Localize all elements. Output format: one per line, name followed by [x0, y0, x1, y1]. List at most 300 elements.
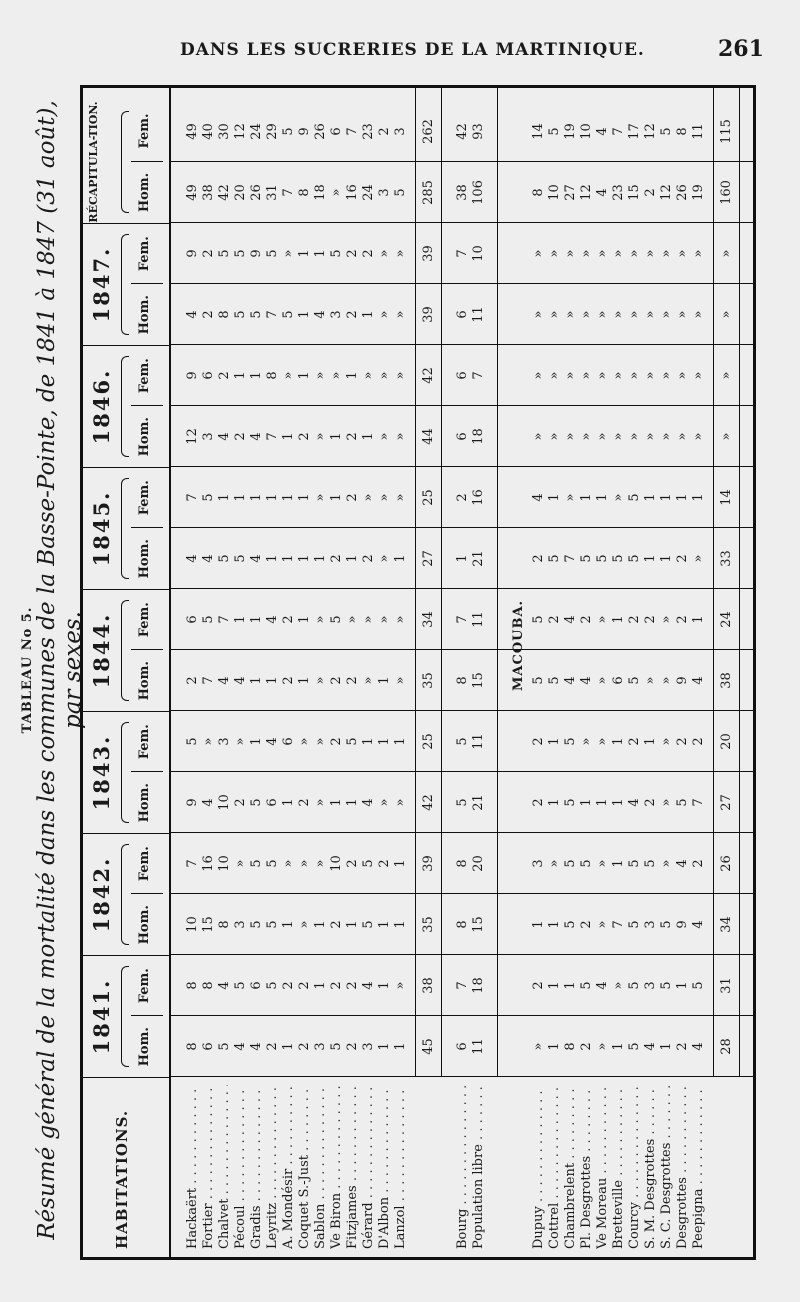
value-cell: 6: [249, 981, 264, 990]
value-cell: 1: [329, 493, 344, 502]
value-cell: 1: [455, 554, 470, 563]
value-cell: 7: [265, 310, 280, 319]
value-cell: 2: [281, 981, 296, 990]
value-cell: 5: [233, 310, 248, 319]
value-cell: 20: [233, 184, 248, 201]
table-row: [265, 88, 281, 1257]
value-cell: 30: [217, 123, 232, 140]
value-cell: 4: [313, 310, 328, 319]
value-cell: 1: [345, 798, 360, 807]
value-cell: 1: [611, 798, 626, 807]
value-cell: 6: [201, 371, 216, 380]
value-cell: »: [547, 249, 562, 258]
total-cell: 45: [421, 1038, 436, 1055]
value-cell: 6: [455, 371, 470, 380]
value-cell: 11: [471, 611, 486, 628]
value-cell: »: [675, 310, 690, 319]
value-cell: 24: [361, 184, 376, 201]
hom-header: Hom.: [137, 539, 152, 579]
value-cell: 8: [455, 676, 470, 685]
value-cell: 1: [313, 981, 328, 990]
table-row: [201, 88, 217, 1257]
value-cell: 1: [361, 310, 376, 319]
value-cell: 7: [563, 554, 578, 563]
value-cell: »: [361, 371, 376, 380]
table-body: [169, 88, 753, 1257]
value-cell: 5: [233, 554, 248, 563]
value-cell: 4: [249, 1042, 264, 1051]
value-cell: 1: [281, 798, 296, 807]
total-cell: 31: [719, 977, 734, 994]
value-cell: »: [313, 493, 328, 502]
value-cell: »: [691, 310, 706, 319]
value-cell: 10: [217, 794, 232, 811]
value-cell: 1: [579, 798, 594, 807]
value-cell: 8: [675, 127, 690, 136]
value-cell: 5: [361, 859, 376, 868]
page-header: [0, 36, 800, 76]
value-cell: 21: [471, 550, 486, 567]
value-cell: 19: [691, 184, 706, 201]
value-cell: »: [627, 249, 642, 258]
value-cell: 18: [313, 184, 328, 201]
value-cell: »: [531, 249, 546, 258]
value-cell: 6: [455, 1042, 470, 1051]
value-cell: 1: [675, 981, 690, 990]
value-cell: 2: [329, 737, 344, 746]
table-row: [313, 88, 329, 1257]
value-cell: 4: [185, 310, 200, 319]
value-cell: 4: [595, 188, 610, 197]
value-cell: 7: [691, 798, 706, 807]
commune-label: MACOUBA.: [511, 599, 526, 691]
value-cell: »: [595, 432, 610, 441]
value-cell: 5: [627, 554, 642, 563]
value-cell: »: [691, 371, 706, 380]
total-separator: [441, 88, 442, 1077]
value-cell: 106: [471, 180, 486, 205]
value-cell: 7: [185, 493, 200, 502]
total-cell: 160: [719, 180, 734, 205]
habitation-name: Chalvet . . .: [217, 1085, 233, 1249]
value-cell: 5: [531, 676, 546, 685]
value-cell: »: [611, 310, 626, 319]
value-cell: 1: [249, 371, 264, 380]
value-cell: 29: [265, 123, 280, 140]
year-header-cell: [83, 589, 169, 711]
value-cell: 1: [233, 371, 248, 380]
value-cell: »: [643, 676, 658, 685]
value-cell: 6: [281, 737, 296, 746]
value-cell: 2: [281, 676, 296, 685]
total-cell: 39: [421, 855, 436, 872]
table-row: [579, 88, 595, 1257]
value-cell: 2: [579, 1042, 594, 1051]
value-cell: »: [627, 310, 642, 319]
value-cell: 42: [455, 123, 470, 140]
value-cell: 2: [627, 615, 642, 624]
value-cell: »: [313, 737, 328, 746]
fem-header: Fem.: [131, 834, 163, 895]
brace: [121, 844, 129, 946]
value-cell: 5: [595, 554, 610, 563]
value-cell: 1: [281, 554, 296, 563]
value-cell: 1: [281, 432, 296, 441]
value-cell: 5: [281, 310, 296, 319]
value-cell: 1: [675, 493, 690, 502]
value-cell: 14: [531, 123, 546, 140]
hom-header: Hom.: [137, 783, 152, 823]
value-cell: 1: [595, 798, 610, 807]
value-cell: 8: [185, 981, 200, 990]
value-cell: 26: [675, 184, 690, 201]
table-row: [217, 88, 233, 1257]
fem-header: Fem.: [131, 468, 163, 529]
habitation-name: Pécoul . . .: [233, 1085, 249, 1249]
brace: [121, 111, 129, 213]
hom-header: Hom.: [137, 417, 152, 457]
value-cell: 7: [201, 676, 216, 685]
value-cell: »: [627, 432, 642, 441]
value-cell: 18: [471, 977, 486, 994]
table-row: [249, 88, 265, 1257]
value-cell: 49: [185, 123, 200, 140]
value-cell: 8: [217, 920, 232, 929]
recap-label: RÉCAPITULA-TION.: [87, 101, 100, 223]
value-cell: »: [377, 798, 392, 807]
value-cell: 4: [217, 432, 232, 441]
value-cell: 6: [455, 310, 470, 319]
value-cell: 4: [217, 676, 232, 685]
value-cell: 2: [675, 554, 690, 563]
value-cell: »: [675, 432, 690, 441]
value-cell: 5: [345, 737, 360, 746]
value-cell: 2: [329, 920, 344, 929]
value-cell: 2: [531, 798, 546, 807]
value-cell: 5: [265, 920, 280, 929]
value-cell: 7: [345, 127, 360, 136]
year-label: 1846.: [89, 368, 114, 445]
value-cell: »: [531, 310, 546, 319]
year-header-cell: [83, 955, 169, 1077]
value-cell: 5: [579, 859, 594, 868]
total-cell: 25: [421, 733, 436, 750]
value-cell: »: [659, 737, 674, 746]
year-header-cell: [83, 467, 169, 589]
value-cell: 4: [675, 859, 690, 868]
total-cell: 28: [719, 1038, 734, 1055]
value-cell: 1: [249, 615, 264, 624]
fem-header: Fem.: [131, 590, 163, 651]
value-cell: »: [611, 981, 626, 990]
brace: [121, 478, 129, 580]
total-cell: 34: [421, 611, 436, 628]
value-cell: 1: [393, 737, 408, 746]
hom-header: Hom.: [137, 661, 152, 701]
value-cell: 4: [233, 676, 248, 685]
value-cell: 1: [313, 920, 328, 929]
value-cell: 3: [361, 1042, 376, 1051]
value-cell: 4: [201, 554, 216, 563]
rotated-table: [20, 80, 760, 1260]
table-row: [531, 88, 547, 1257]
value-cell: 2: [691, 737, 706, 746]
value-cell: 6: [185, 615, 200, 624]
table-row: [595, 88, 611, 1257]
value-cell: 3: [313, 1042, 328, 1051]
value-cell: 5: [563, 737, 578, 746]
value-cell: »: [675, 371, 690, 380]
value-cell: 6: [329, 127, 344, 136]
value-cell: 5: [249, 310, 264, 319]
value-cell: 10: [217, 855, 232, 872]
value-cell: »: [393, 371, 408, 380]
value-cell: 7: [455, 615, 470, 624]
table-row: [675, 88, 691, 1257]
total-row: [719, 88, 735, 1257]
value-cell: 15: [471, 916, 486, 933]
value-cell: 5: [627, 493, 642, 502]
value-cell: »: [595, 1042, 610, 1051]
value-cell: 2: [297, 1042, 312, 1051]
value-cell: 4: [217, 981, 232, 990]
page-number: 261: [718, 36, 764, 62]
value-cell: 4: [627, 798, 642, 807]
year-label: 1842.: [89, 856, 114, 933]
value-cell: »: [659, 249, 674, 258]
value-cell: 2: [345, 1042, 360, 1051]
table-row: [377, 88, 393, 1257]
value-cell: 4: [691, 1042, 706, 1051]
value-cell: 9: [675, 676, 690, 685]
value-cell: 38: [455, 184, 470, 201]
value-cell: 2: [361, 249, 376, 258]
value-cell: »: [611, 249, 626, 258]
total-cell: 34: [719, 916, 734, 933]
value-cell: »: [531, 1042, 546, 1051]
value-cell: »: [691, 432, 706, 441]
table-row: [659, 88, 675, 1257]
total-cell: »: [719, 310, 734, 319]
value-cell: »: [313, 371, 328, 380]
value-cell: »: [595, 737, 610, 746]
value-cell: »: [377, 310, 392, 319]
habitation-name: Ve Moreau . . .: [595, 1085, 611, 1249]
value-cell: 2: [691, 859, 706, 868]
total-cell: 262: [421, 119, 436, 144]
running-head: DANS LES SUCRERIES DE LA MARTINIQUE.: [180, 40, 645, 60]
habitation-name: S. M. Desgrottes . . .: [643, 1085, 659, 1249]
value-cell: 23: [611, 184, 626, 201]
total-cell: 38: [421, 977, 436, 994]
value-cell: 24: [249, 123, 264, 140]
value-cell: 2: [345, 676, 360, 685]
value-cell: 1: [691, 615, 706, 624]
table-row: [627, 88, 643, 1257]
table-row: [345, 88, 361, 1257]
habitation-name: Population libre . . .: [471, 1085, 487, 1249]
value-cell: 4: [691, 920, 706, 929]
value-cell: »: [201, 737, 216, 746]
value-cell: 3: [393, 127, 408, 136]
value-cell: 8: [185, 1042, 200, 1051]
value-cell: »: [233, 859, 248, 868]
value-cell: 1: [297, 493, 312, 502]
value-cell: 1: [249, 493, 264, 502]
habitation-name: Gérard . . .: [361, 1085, 377, 1249]
value-cell: 2: [345, 981, 360, 990]
value-cell: »: [393, 798, 408, 807]
value-cell: 2: [297, 981, 312, 990]
value-cell: 2: [217, 371, 232, 380]
year-label: 1844.: [89, 612, 114, 689]
habitation-name: Lanzol . . .: [393, 1085, 409, 1249]
value-cell: 17: [627, 123, 642, 140]
value-cell: 3: [531, 859, 546, 868]
year-label: 1843.: [89, 734, 114, 811]
value-cell: 5: [329, 615, 344, 624]
value-cell: 93: [471, 123, 486, 140]
value-cell: »: [393, 981, 408, 990]
year-label: 1841.: [89, 978, 114, 1055]
value-cell: 5: [393, 188, 408, 197]
value-cell: 1: [611, 1042, 626, 1051]
value-cell: 4: [233, 1042, 248, 1051]
value-cell: 31: [265, 184, 280, 201]
value-cell: »: [233, 737, 248, 746]
total-cell: 115: [719, 119, 734, 144]
value-cell: 10: [471, 245, 486, 262]
total-cell: 42: [421, 794, 436, 811]
value-cell: 1: [345, 371, 360, 380]
value-cell: »: [563, 493, 578, 502]
value-cell: »: [659, 432, 674, 441]
value-cell: »: [313, 615, 328, 624]
table-row: [611, 88, 627, 1257]
value-cell: 5: [659, 920, 674, 929]
value-cell: 1: [361, 432, 376, 441]
hom-header: Hom.: [137, 905, 152, 945]
value-cell: 42: [217, 184, 232, 201]
value-cell: 10: [329, 855, 344, 872]
value-cell: 2: [579, 920, 594, 929]
value-cell: 2: [345, 432, 360, 441]
value-cell: 7: [185, 859, 200, 868]
value-cell: »: [329, 188, 344, 197]
value-cell: 2: [297, 798, 312, 807]
value-cell: 2: [329, 554, 344, 563]
year-label: 1847.: [89, 246, 114, 323]
value-cell: »: [659, 310, 674, 319]
value-cell: 1: [531, 920, 546, 929]
value-cell: 5: [563, 798, 578, 807]
value-cell: 11: [471, 733, 486, 750]
value-cell: 1: [595, 493, 610, 502]
value-cell: »: [563, 249, 578, 258]
value-cell: 3: [201, 432, 216, 441]
total-cell: 26: [719, 855, 734, 872]
value-cell: »: [281, 371, 296, 380]
total-cell: »: [719, 249, 734, 258]
value-cell: »: [531, 371, 546, 380]
year-label: 1845.: [89, 490, 114, 567]
value-cell: 1: [377, 737, 392, 746]
value-cell: »: [691, 249, 706, 258]
value-cell: »: [297, 859, 312, 868]
total-cell: 27: [421, 550, 436, 567]
year-header-cell: [83, 833, 169, 955]
total-cell: 14: [719, 489, 734, 506]
value-cell: 2: [329, 676, 344, 685]
value-cell: »: [377, 371, 392, 380]
value-cell: 2: [361, 554, 376, 563]
value-cell: 4: [265, 737, 280, 746]
value-cell: 11: [471, 306, 486, 323]
value-cell: 1: [313, 554, 328, 563]
value-cell: »: [547, 432, 562, 441]
value-cell: 5: [265, 981, 280, 990]
value-cell: 2: [265, 1042, 280, 1051]
table-row: [547, 88, 563, 1257]
value-cell: »: [595, 920, 610, 929]
total-cell: 38: [719, 672, 734, 689]
value-cell: 9: [185, 249, 200, 258]
total-cell: 33: [719, 550, 734, 567]
value-cell: 5: [579, 981, 594, 990]
value-cell: 7: [455, 249, 470, 258]
value-cell: 6: [455, 432, 470, 441]
value-cell: 1: [547, 737, 562, 746]
habitation-name: Fitzjames . . .: [345, 1085, 361, 1249]
value-cell: 1: [345, 920, 360, 929]
value-cell: »: [547, 310, 562, 319]
value-cell: »: [595, 859, 610, 868]
value-cell: 5: [547, 127, 562, 136]
value-cell: »: [313, 859, 328, 868]
value-cell: 40: [201, 123, 216, 140]
table-row: [297, 88, 313, 1257]
value-cell: »: [531, 432, 546, 441]
value-cell: 7: [611, 920, 626, 929]
fem-header: Fem.: [131, 712, 163, 773]
habitation-name: Leyritz . . .: [265, 1085, 281, 1249]
value-cell: »: [377, 249, 392, 258]
habitation-name: Chambrelent . . .: [563, 1085, 579, 1249]
value-cell: 12: [659, 184, 674, 201]
value-cell: 7: [455, 981, 470, 990]
value-cell: »: [611, 371, 626, 380]
habitation-name: Bourg . . .: [455, 1085, 471, 1249]
value-cell: 5: [217, 554, 232, 563]
value-cell: 1: [297, 310, 312, 319]
value-cell: 1: [281, 1042, 296, 1051]
value-cell: 4: [691, 676, 706, 685]
value-cell: 4: [531, 493, 546, 502]
value-cell: 1: [611, 737, 626, 746]
value-cell: 1: [377, 676, 392, 685]
value-cell: 5: [547, 554, 562, 563]
value-cell: 1: [233, 615, 248, 624]
value-cell: »: [643, 310, 658, 319]
value-cell: 5: [329, 1042, 344, 1051]
total-separator: [415, 88, 416, 1077]
value-cell: 4: [563, 676, 578, 685]
value-cell: 1: [579, 493, 594, 502]
value-cell: 1: [297, 371, 312, 380]
habitations-header-cell: [83, 1077, 169, 1257]
value-cell: 5: [563, 920, 578, 929]
value-cell: 9: [185, 371, 200, 380]
